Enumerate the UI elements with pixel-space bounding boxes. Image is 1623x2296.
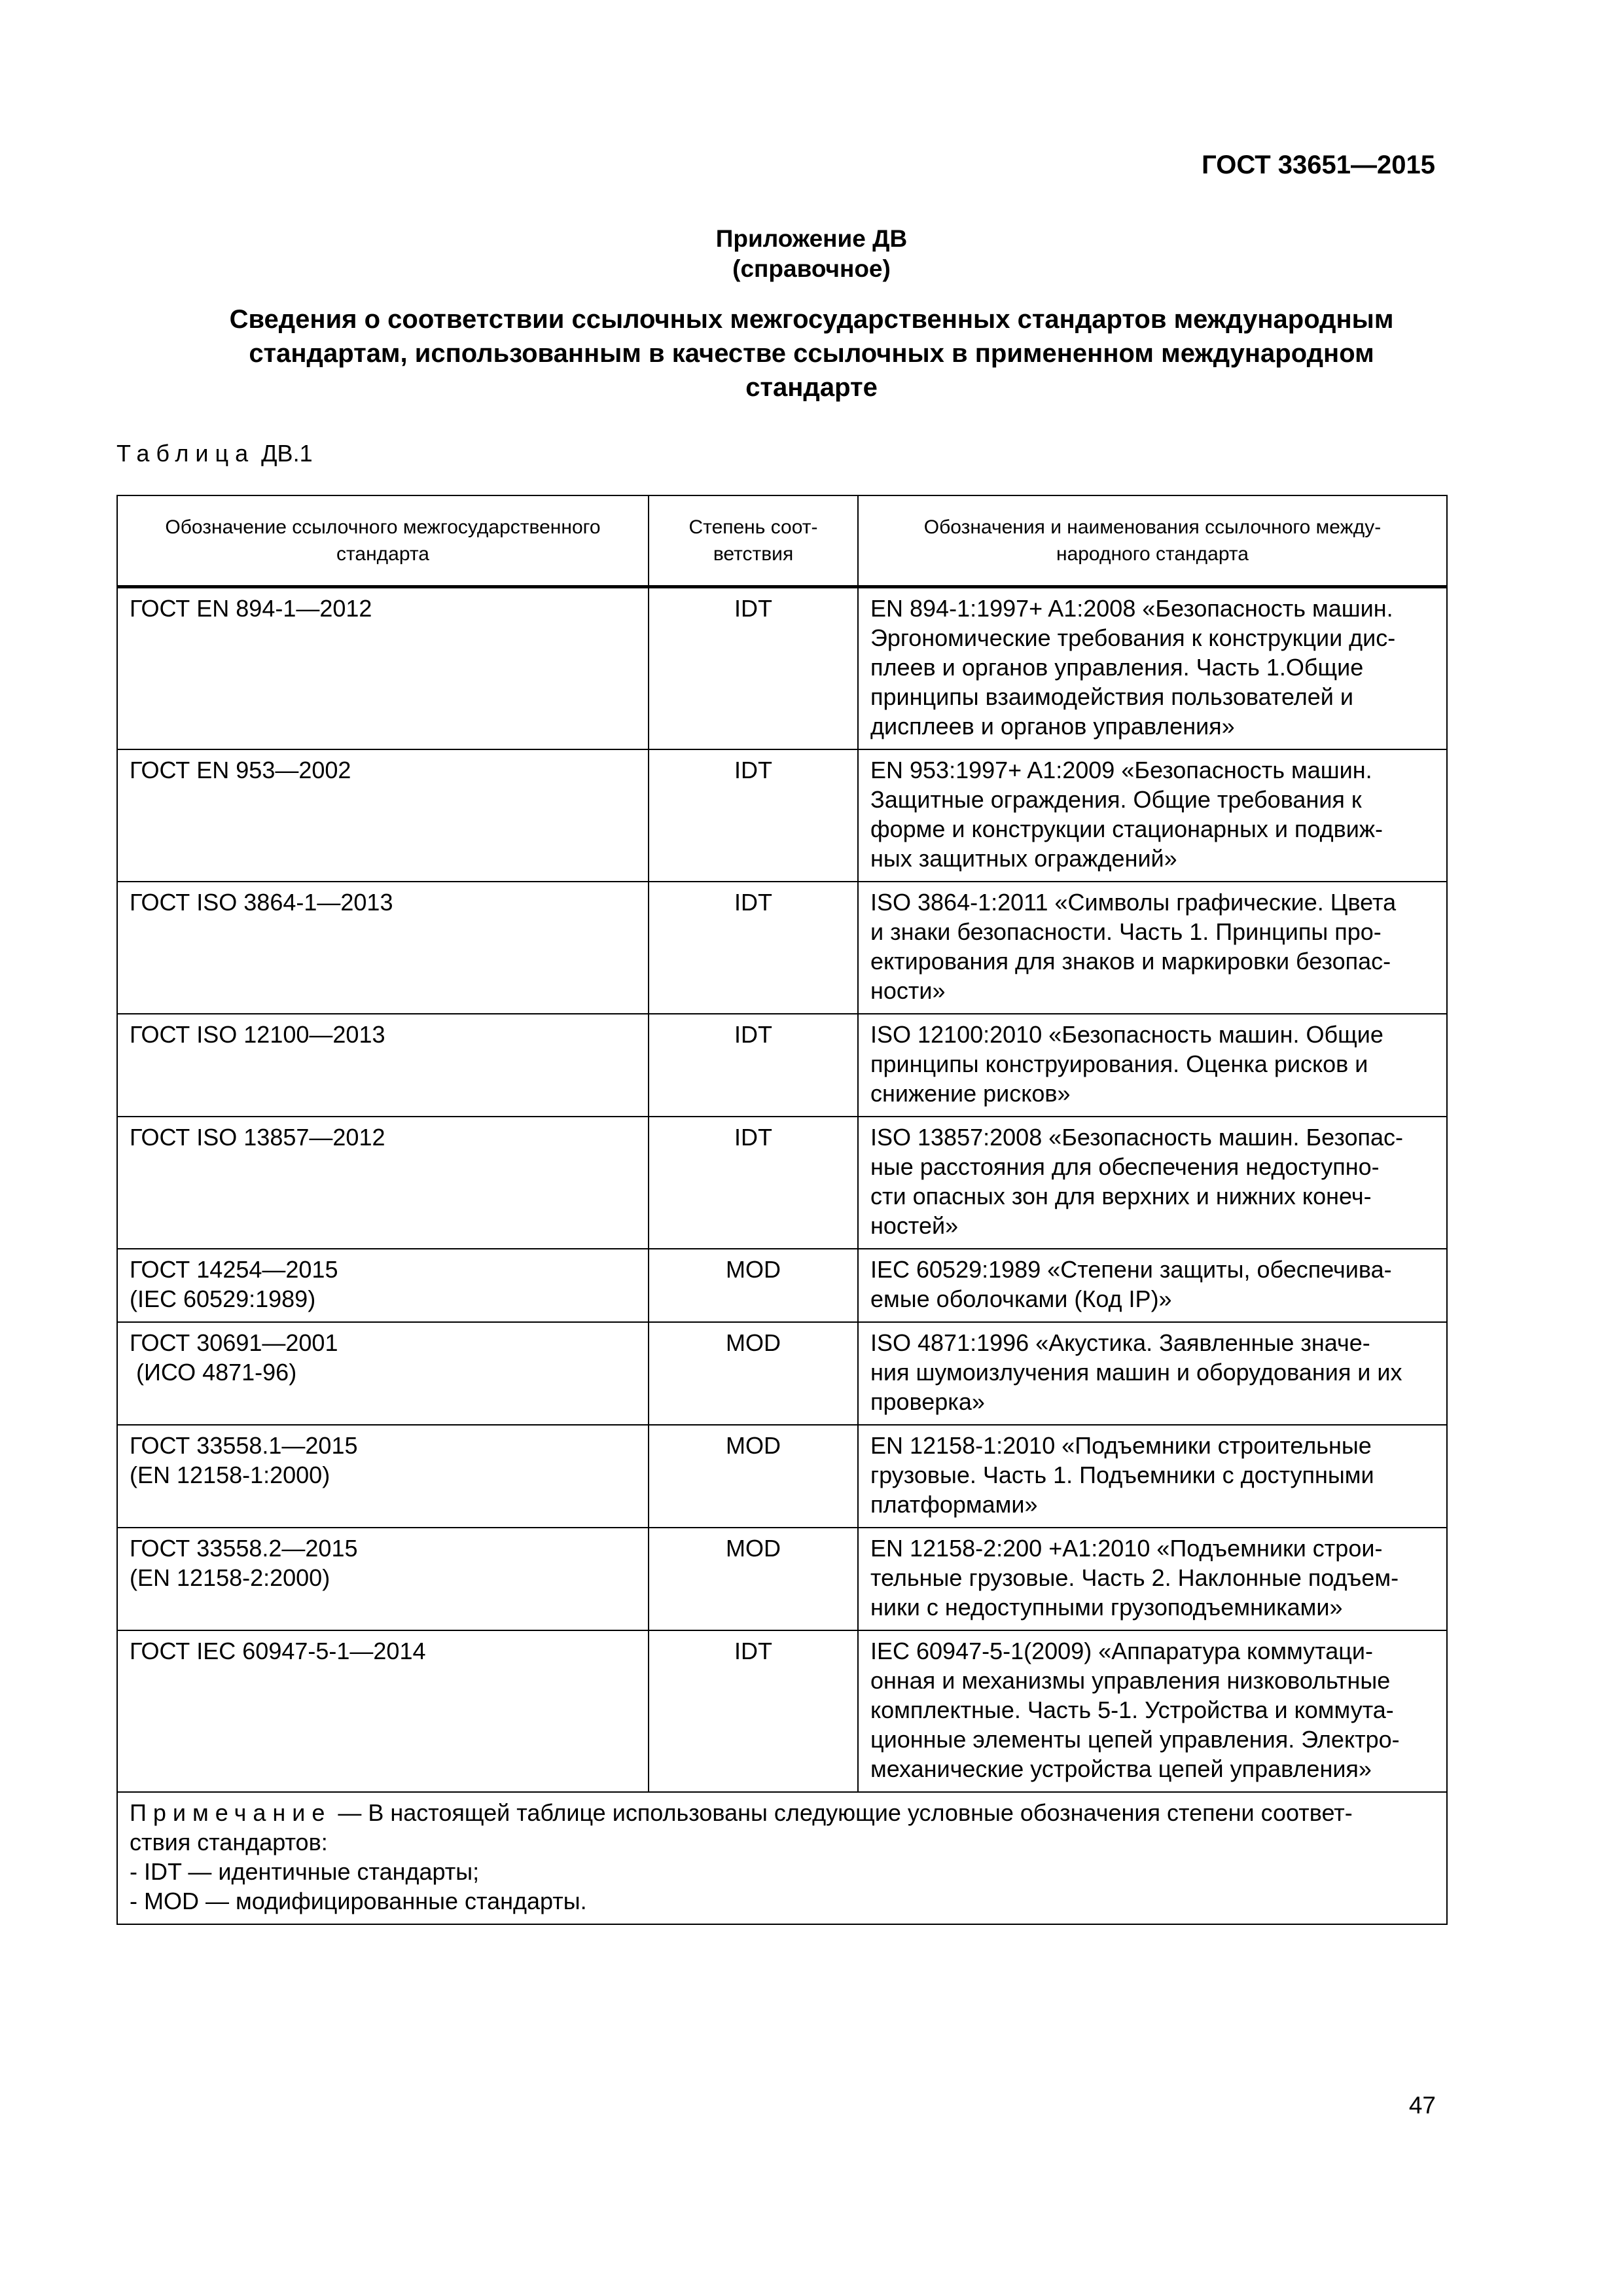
cell-correspondence-degree: MOD	[649, 1528, 858, 1630]
header-international-standard: Обозначения и наименования ссылочного между- народного стандарта	[858, 495, 1447, 587]
header-standard-code: Обозначение ссылочного межгосударственного стандарта	[117, 495, 649, 587]
header-correspondence-degree: Степень соот- ветствия	[649, 495, 858, 587]
cell-correspondence-degree: MOD	[649, 1322, 858, 1425]
title-line: стандарте	[745, 373, 878, 402]
table-caption-prefix: Таблица	[116, 440, 255, 467]
table-note	[117, 1792, 1447, 1924]
cell-correspondence-degree: IDT	[649, 1117, 858, 1249]
note-line: ствия стандартов:	[130, 1829, 328, 1856]
table-row	[117, 749, 1447, 882]
cell-standard-code: ГОСТ EN 894-1—2012	[117, 587, 649, 750]
cell-international-standard: EN 953:1997+ A1:2009 «Безопасность машин. Защитные ограждения. Общие требования к форме и конструкции стационарных и подвиж- ных защитных ограждений»	[858, 749, 1447, 882]
cell-international-standard: IEC 60947-5-1(2009) «Аппаратура коммутаци- онная и механизмы управления низковольтные комплектные. Часть 5-1. Устройства и коммута- ционные элементы цепей управления. Электро- механические устройства цепей управления»	[858, 1630, 1447, 1792]
cell-international-standard: ISO 13857:2008 «Безопасность машин. Безопас- ные расстояния для обеспечения недоступно- сти опасных зон для верхних и нижних конеч- ностей»	[858, 1117, 1447, 1249]
cell-standard-code: ГОСТ ISO 3864-1—2013	[117, 882, 649, 1014]
document-code: ГОСТ 33651—2015	[1202, 151, 1435, 179]
cell-correspondence-degree: IDT	[649, 587, 858, 750]
table-header-row	[117, 495, 1447, 587]
cell-standard-code: ГОСТ 33558.1—2015 (EN 12158-1:2000)	[117, 1425, 649, 1528]
table-caption-id: ДВ.1	[261, 440, 313, 467]
cell-international-standard: IEC 60529:1989 «Степени защиты, обеспечива- емые оболочками (Код IP)»	[858, 1249, 1447, 1322]
table-row	[117, 1117, 1447, 1249]
appendix-heading	[0, 224, 1623, 284]
table-row	[117, 587, 1447, 750]
page-number: 47	[1408, 2092, 1436, 2119]
cell-standard-code: ГОСТ EN 953—2002	[117, 749, 649, 882]
table-row	[117, 1014, 1447, 1117]
note-line: - MOD — модифицированные стандарты.	[130, 1888, 587, 1914]
cell-standard-code: ГОСТ IEC 60947-5-1—2014	[117, 1630, 649, 1792]
table-row	[117, 1249, 1447, 1322]
cell-international-standard: EN 894-1:1997+ A1:2008 «Безопасность машин. Эргономические требования к конструкции дис- плеев и органов управления. Часть 1.Общие принципы взаимодействия пользователей и дисплеев и органов управления»	[858, 587, 1447, 750]
cell-standard-code: ГОСТ ISO 13857—2012	[117, 1117, 649, 1249]
note-line: - IDT — идентичные стандарты;	[130, 1858, 480, 1885]
cell-international-standard: EN 12158-1:2010 «Подъемники строительные грузовые. Часть 1. Подъемники с доступными платформами»	[858, 1425, 1447, 1528]
cell-correspondence-degree: IDT	[649, 1630, 858, 1792]
cell-correspondence-degree: MOD	[649, 1249, 858, 1322]
standards-table	[116, 495, 1448, 1925]
table-row	[117, 1630, 1447, 1792]
table-row	[117, 1322, 1447, 1425]
table-note-row	[117, 1792, 1447, 1924]
note-line: — В настоящей таблице использованы следующие условные обозначения степени соответ-	[331, 1799, 1353, 1826]
cell-international-standard: ISO 3864-1:2011 «Символы графические. Цвета и знаки безопасности. Часть 1. Принципы про- ектирования для знаков и маркировки безопас- ности»	[858, 882, 1447, 1014]
cell-international-standard: EN 12158-2:200 +A1:2010 «Подъемники строи- тельные грузовые. Часть 2. Наклонные подъем- ники с недоступными грузоподъемниками»	[858, 1528, 1447, 1630]
cell-standard-code: ГОСТ 30691—2001 (ИСО 4871-96)	[117, 1322, 649, 1425]
cell-correspondence-degree: IDT	[649, 882, 858, 1014]
table-row	[117, 1528, 1447, 1630]
cell-correspondence-degree: IDT	[649, 1014, 858, 1117]
table-row	[117, 1425, 1447, 1528]
title-line: стандартам, использованным в качестве ссылочных в примененном международном	[249, 339, 1374, 368]
cell-standard-code: ГОСТ ISO 12100—2013	[117, 1014, 649, 1117]
title-line: Сведения о соответствии ссылочных межгосударственных стандартов международным	[229, 305, 1394, 334]
cell-international-standard: ISO 12100:2010 «Безопасность машин. Общие принципы конструирования. Оценка рисков и снижение рисков»	[858, 1014, 1447, 1117]
cell-standard-code: ГОСТ 14254—2015 (IEC 60529:1989)	[117, 1249, 649, 1322]
cell-correspondence-degree: IDT	[649, 749, 858, 882]
appendix-title: Приложение ДВ	[715, 225, 908, 252]
note-label: Примечание	[130, 1799, 332, 1826]
cell-correspondence-degree: MOD	[649, 1425, 858, 1528]
document-title	[0, 302, 1623, 404]
table-row	[117, 882, 1447, 1014]
cell-standard-code: ГОСТ 33558.2—2015 (EN 12158-2:2000)	[117, 1528, 649, 1630]
table-caption	[116, 440, 313, 467]
appendix-type: (справочное)	[732, 255, 891, 282]
cell-international-standard: ISO 4871:1996 «Акустика. Заявленные значе- ния шумоизлучения машин и оборудования и их проверка»	[858, 1322, 1447, 1425]
